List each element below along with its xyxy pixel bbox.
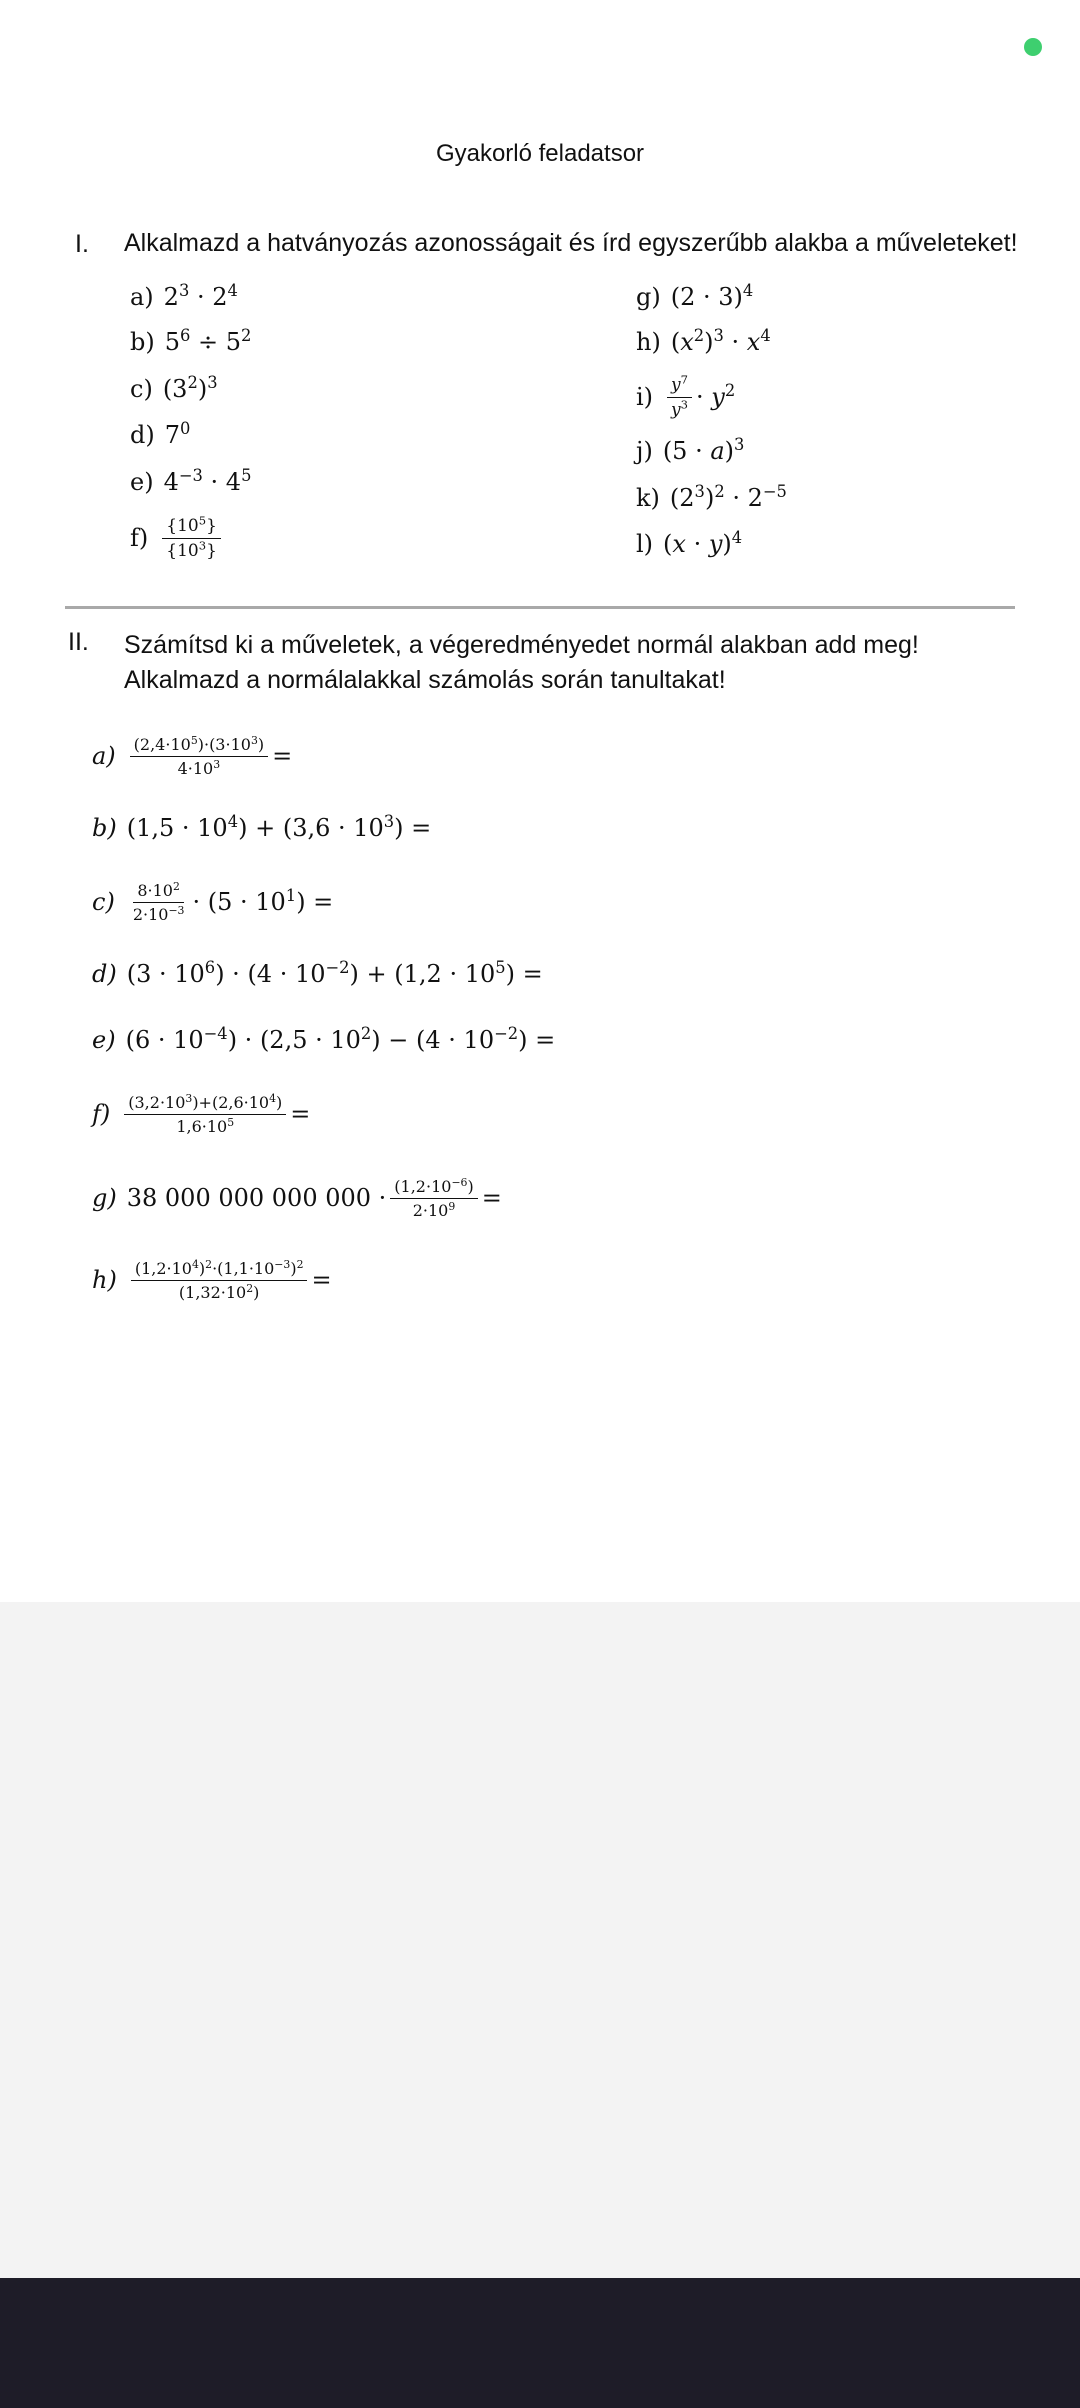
exercise-1k [636,474,787,522]
math-expression: = [311,1266,332,1294]
math-fraction: $\frac{(1,2\cdot 10^4)^2\cdot(1,1\cdot 10^{-3})^2}{(1,32\cdot 10^2)}$ [131,1259,308,1302]
section-2-instruction-line-2: Alkalmazd a normálalakkal számolás során tanultakat! [124,666,726,694]
exercise-label: l) [636,530,654,558]
section-1-instruction: Alkalmazd a hatványozás azonosságait és írd egyszerűbb alakba a műveleteket! [124,229,1018,257]
math-expression: = [290,1100,311,1128]
math-expression: $(3^2)^3$ [162,373,218,403]
math-fraction: $\frac{(3,2\cdot 10^3)+(2,6\cdot 10^4)}{1,6\cdot 10^5}$ [124,1093,286,1136]
exercise-2h [92,1252,332,1308]
math-expression: $(6 \cdot 10^{-4}) \cdot (2,5 \cdot 10^2) - (4 \cdot 10^{-2})$ = [125,1024,556,1054]
exercise-1e [130,458,251,506]
exercise-1j [636,428,787,474]
exercise-label: g) [92,1184,117,1212]
exercise-label: d) [92,960,117,988]
exercise-label: h) [636,328,661,356]
exercise-label: f) [130,524,149,552]
exercise-label: d) [130,421,155,449]
math-expression: = [481,1184,502,1212]
math-fraction: $\frac{(2,4\cdot 10^5)\cdot(3\cdot 10^3)}{4\cdot 10^3}$ [130,735,268,778]
math-fraction: $\frac{\{10^5\}}{\{10^3\}}$ [162,516,221,561]
math-expression: $(1,5 \cdot 10^4) + (3,6 \cdot 10^3)$ = [126,812,432,842]
exercise-label: c) [130,375,153,403]
exercise-label: h) [92,1266,117,1294]
exercise-1b [130,318,251,366]
exercise-1g [636,276,787,318]
math-fraction: $\frac{(1,2\cdot 10^{-6})}{2\cdot 10^9}$ [390,1177,477,1220]
math-expression: $7^0$ [164,419,191,449]
math-expression: $5^6 \div 5^2$ [164,326,252,356]
exercise-1h [636,318,787,366]
exercise-label: c) [92,888,115,916]
math-expression: $(5 \cdot a)^3$ [662,435,745,465]
exercise-1a [130,276,251,318]
math-expression: · [371,1184,387,1212]
math-expression: $(3 \cdot 10^6) \cdot (4 \cdot 10^{-2}) + (1,2 \cdot 10^5)$ = [126,958,543,988]
exercise-label: b) [130,328,155,356]
exercise-label: a) [92,742,116,770]
math-expression: = [272,742,293,770]
math-expression: $(2 \cdot 3)^4$ [670,281,754,311]
exercise-label: f) [92,1100,111,1128]
math-expression: $2^3 \cdot 2^4$ [163,281,238,311]
section-1-number: I. [75,230,89,258]
exercise-1f [130,506,251,570]
math-expression: $(x^2)^3 \cdot x^4$ [670,326,771,356]
exercise-2a [92,728,292,784]
status-indicator-dot [1024,38,1042,56]
section-2-instruction-line-1: Számítsd ki a műveletek, a végeredményedet normál alakban add meg! [124,631,919,659]
exercise-2d [92,954,543,994]
exercise-label: e) [130,468,154,496]
exercise-label: j) [636,437,653,465]
exercise-1d [130,412,251,458]
math-expression: · $(5 \cdot 10^1)$ = [192,886,334,916]
math-expression: $(x \cdot y)^4$ [663,528,743,558]
section-1-right-column [636,276,787,566]
section-divider [65,606,1015,609]
section-2-number: II. [68,628,89,656]
exercise-2c [92,874,333,930]
exercise-1i [636,366,787,428]
exercise-2b [92,808,431,848]
math-big-number: 38 000 000 000 000 [126,1184,372,1212]
exercise-label: a) [130,283,154,311]
exercise-label: b) [92,814,117,842]
exercise-label: e) [92,1026,116,1054]
math-fraction: $\frac{y^7}{y^3}$ [667,375,692,420]
exercise-1c [130,366,251,412]
exercise-label: i) [636,383,654,411]
math-fraction: $\frac{8\cdot 10^2}{2\cdot 10^{-3}}$ [132,879,185,924]
exercise-2f [92,1086,310,1142]
document-title: Gyakorló feladatsor [435,140,645,167]
exercise-label: k) [636,484,660,512]
exercise-2e [92,1020,555,1060]
exercise-1l [636,522,787,566]
math-expression: $(2^3)^2 \cdot 2^{-5}$ [669,482,787,512]
exercise-label: g) [636,283,661,311]
section-1-left-column [130,276,251,570]
math-expression: $4^{-3} \cdot 4^5$ [163,466,252,496]
math-expression: · $y^2$ [696,381,736,411]
exercise-2g [92,1170,502,1226]
bottom-navigation-bar [0,2278,1080,2408]
